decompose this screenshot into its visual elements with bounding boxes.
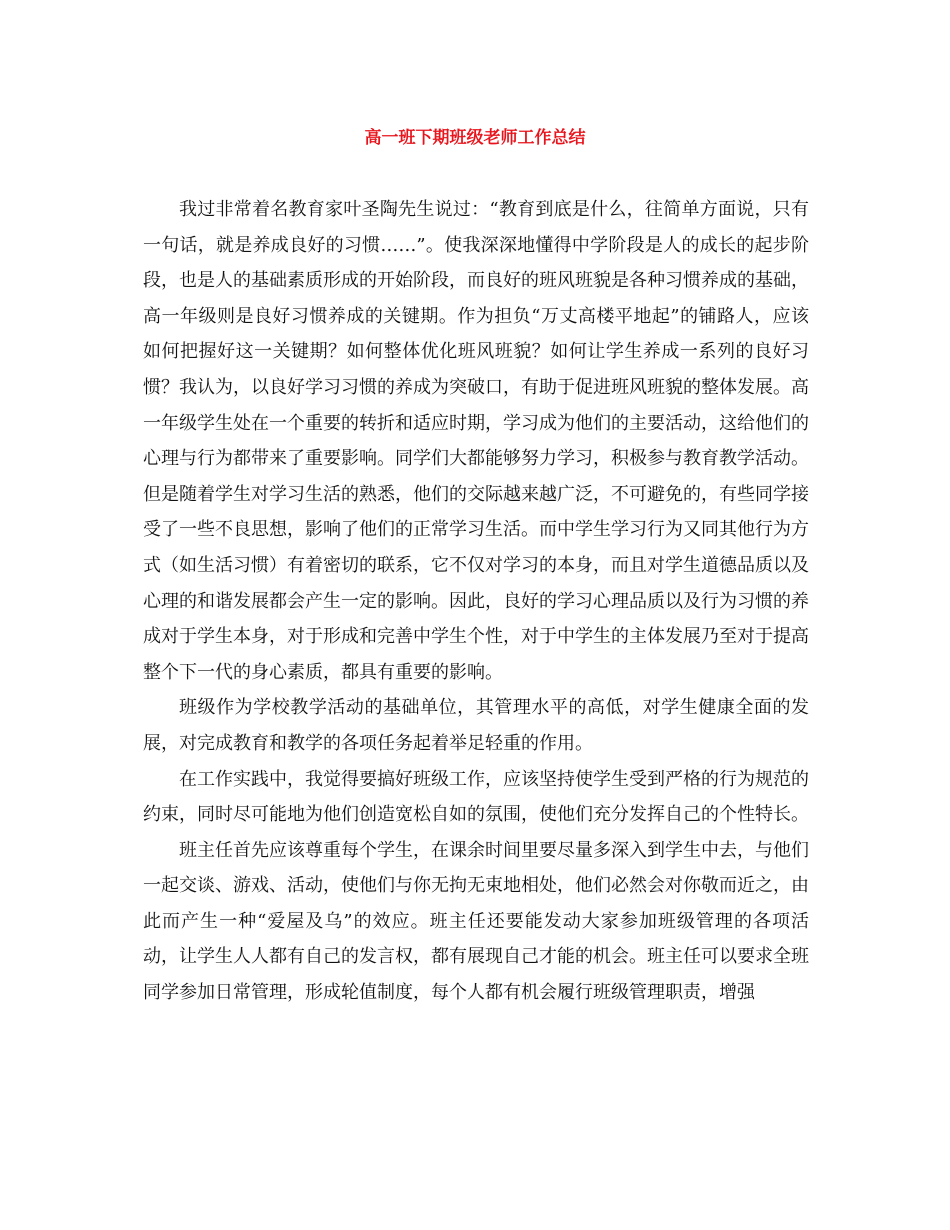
document-body: [143, 192, 809, 1011]
paragraph-3: 在工作实践中，我觉得要搞好班级工作，应该坚持使学生受到严格的行为规范的约束，同时尽可能地为他们创造宽松自如的氛围，使他们充分发挥自己的个性特长。: [143, 768, 809, 826]
paragraph-2: 班级作为学校教学活动的基础单位，其管理水平的高低，对学生健康全面的发展，对完成教育和教学的各项任务起着举足轻重的作用。: [143, 697, 809, 754]
document-title: 高一班下期班级老师工作总结: [364, 128, 586, 148]
paragraph-1: 我过非常着名教育家叶圣陶先生说过：“教育到底是什么，往简单方面说，只有一句话，就是养成良好的习惯……”。使我深深地懂得中学阶段是人的成长的起步阶段，也是人的基础素质形成的开始阶段，而良好的班风班貌是各种习惯养成的基础，高一年级则是良好习惯养成的关键期。作为担负“万丈高楼平地起”的铺路人，应该如何把握好这一关键期？如何整体优化班风班貌？如何让学生养成一系列的良好习惯？我认为，以良好学习习惯的养成为突破口，有助于促进班风班貌的整体发展。高一年级学生处在一个重要的转折和适应时期，学习成为他们的主要活动，这给他们的心理与行为都带来了重要影响。同学们大都能够努力学习，积极参与教育教学活动。但是随着学生对学习生活的熟悉，他们的交际越来越广泛，不可避免的，有些同学接受了一些不良思想，影响了他们的正常学习生活。而中学生学习行为又同其他行为方式（如生活习惯）有着密切的联系，它不仅对学习的本身，而且对学生道德品质以及心理的和谐发展都会产生一定的影响。因此，良好的学习心理品质以及行为习惯的养成对于学生本身，对于形成和完善中学生个性，对于中学生的主体发展乃至对于提高整个下一代的身心素质，都具有重要的影响。: [143, 199, 809, 683]
paragraph-4: 班主任首先应该尊重每个学生，在课余时间里要尽量多深入到学生中去，与他们一起交谈、游戏、活动，使他们与你无拘无束地相处，他们必然会对你敬而近之，由此而产生一种“爱屋及乌”的效应。班主任还要能发动大家参加班级管理的各项活动，让学生人人都有自己的发言权，都有展现自己才能的机会。班主任可以要求全班同学参加日常管理，形成轮值制度，每个人都有机会履行班级管理职责，增强: [143, 839, 809, 1004]
